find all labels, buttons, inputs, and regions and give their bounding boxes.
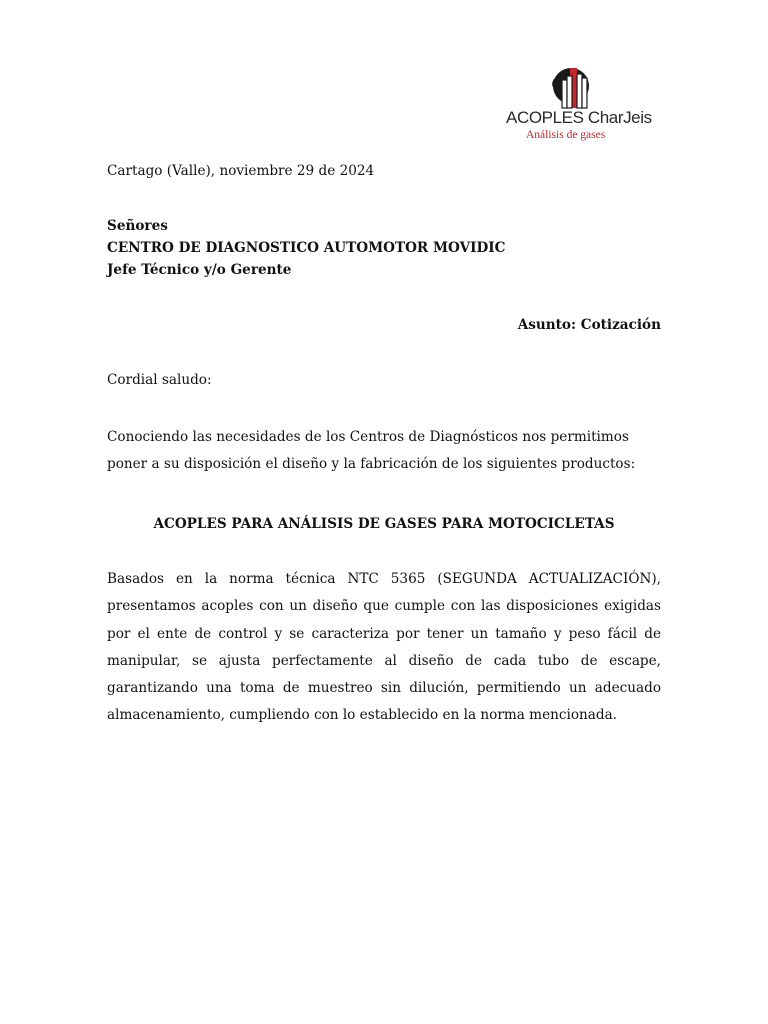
- recipient-block: [107, 215, 661, 281]
- recipient-position: Jefe Técnico y/o Gerente: [107, 262, 292, 278]
- recipient-salutation: Señores: [107, 218, 168, 234]
- intro-line: Conociendo las necesidades de los Centros de Diagnósticos nos permitimos: [107, 429, 629, 445]
- intro-line: poner a su disposición el diseño y la fabricación de los siguientes productos:: [107, 456, 636, 472]
- letter-subject: Asunto: Cotización: [517, 317, 661, 333]
- logo-tagline: Análisis de gases: [526, 129, 606, 141]
- greeting: Cordial saludo:: [107, 372, 212, 388]
- body-paragraph: Basados en la norma técnica NTC 5365 (SEGUNDA ACTUALIZACIÓN), presentamos acoples con un diseño que cumple con las disposiciones exigidas por el ente de control y se caracteriza por tener un tamaño y peso fácil de manipular, se ajusta perfectamente al diseño de cada tubo de escape, garantizando una toma de muestreo sin dilución, permitiendo un adecuado almacenamiento, cumpliendo con lo establecido en la norma mencionada.: [107, 571, 661, 724]
- intro-paragraph: [107, 424, 661, 478]
- exhaust-pipes-logo-icon: [546, 66, 592, 110]
- section-title: ACOPLES PARA ANÁLISIS DE GASES PARA MOTOCICLETAS: [153, 516, 615, 532]
- recipient-organization: CENTRO DE DIAGNOSTICO AUTOMOTOR MOVIDIC: [107, 240, 506, 256]
- logo-company-name: ACOPLES CharJeis: [506, 108, 652, 127]
- place-date: Cartago (Valle), noviembre 29 de 2024: [107, 163, 375, 179]
- company-logo: [500, 66, 652, 146]
